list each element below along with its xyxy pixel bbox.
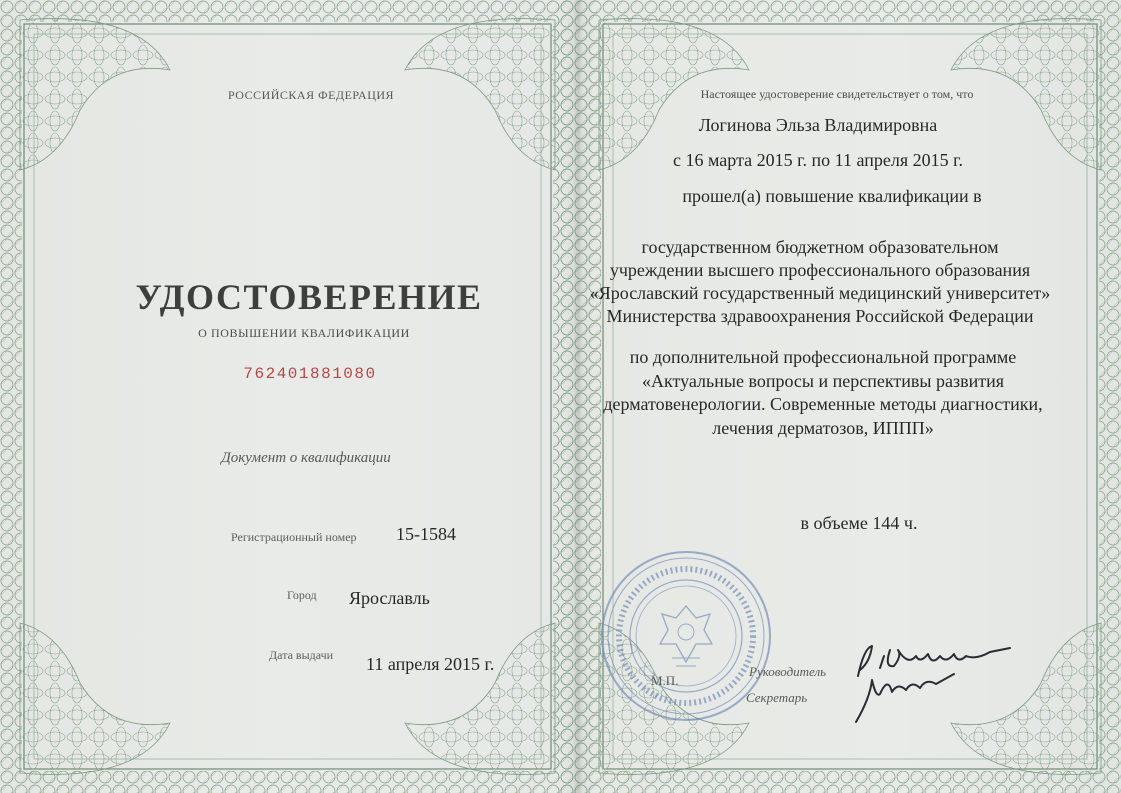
document-subtitle: О ПОВЫШЕНИИ КВАЛИФИКАЦИИ	[198, 326, 410, 340]
page-fold	[573, 0, 583, 793]
serial-number: 762401881080	[243, 365, 377, 383]
training-period: с 16 марта 2015 г. по 11 апреля 2015 г.	[673, 150, 963, 170]
intro-text: Настоящее удостоверение свидетельствует о том, что	[700, 87, 974, 101]
program-line: по дополнительной профессиональной программе	[629, 347, 1017, 367]
institution-line: «Ярославский государственный медицинский университет»	[589, 283, 1051, 303]
country-heading: РОССИЙСКАЯ ФЕДЕРАЦИЯ	[227, 88, 395, 102]
document-title: УДОСТОВЕРЕНИЕ	[135, 277, 483, 317]
program-block	[603, 346, 1042, 440]
institution-block	[590, 236, 1051, 328]
registration-label: Регистрационный номер	[231, 530, 357, 544]
head-label: Руководитель	[749, 664, 827, 679]
hours-text: в объеме 144 ч.	[800, 513, 918, 533]
registration-value: 15-1584	[396, 524, 456, 544]
institution-line: учреждении высшего профессионального образования	[609, 260, 1031, 280]
document-type: Документ о квалификации	[221, 450, 391, 466]
secretary-label: Секретарь	[746, 690, 808, 705]
holder-name: Логинова Эльза Владимировна	[698, 115, 938, 135]
city-value: Ярославль	[349, 588, 430, 608]
seal-label: М.П.	[651, 673, 679, 688]
program-line: дерматовенерологии. Современные методы диагностики,	[603, 394, 1043, 414]
secretary-signature	[850, 668, 960, 728]
institution-line: государственном бюджетном образовательном	[641, 237, 999, 257]
program-line: лечения дерматозов, ИППП»	[712, 417, 934, 438]
city-label: Город	[287, 588, 317, 602]
institution-line: Министерства здравоохранения Российской Федерации	[606, 306, 1034, 326]
passed-text: прошел(а) повышение квалификации в	[682, 186, 982, 206]
issue-date-value: 11 апреля 2015 г.	[366, 654, 495, 674]
issue-date-label: Дата выдачи	[269, 648, 334, 662]
program-line: «Актуальные вопросы и перспективы развития	[642, 370, 1004, 391]
